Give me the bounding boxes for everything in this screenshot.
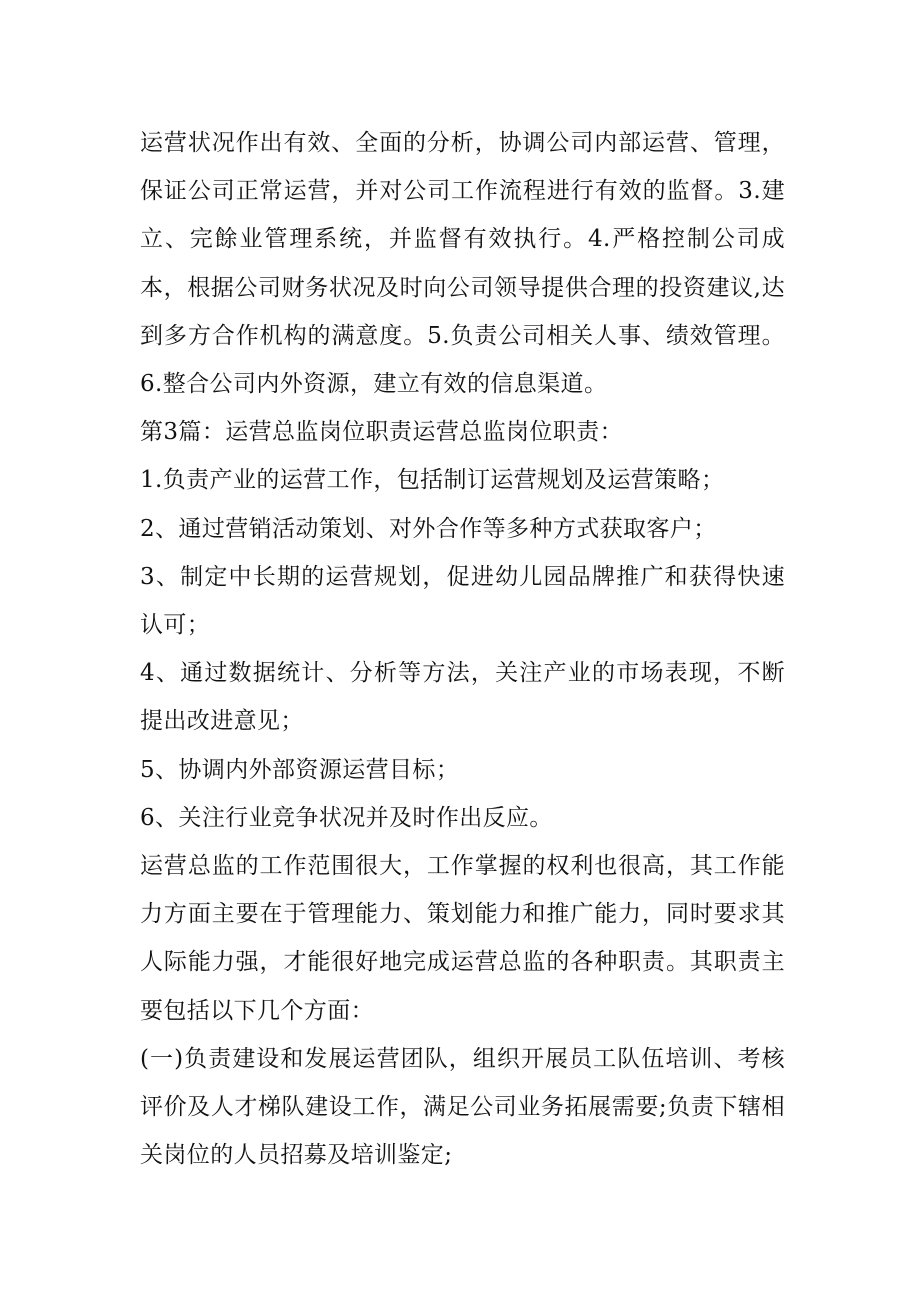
list-item-6: 6、关注行业竞争状况并及时作出反应。 [140,804,553,831]
paragraph-section-3-heading: 第3篇：运营总监岗位职责运营总监岗位职责： [140,419,624,446]
paragraph-operations-analysis: 运营状况作出有效、全面的分析，协调公司内部运营、管理，保证公司正常运营，并对公司工作流程进行有效的监督。3.建立、完餘业管理系统，并监督有效执行。4.严格控制公司成本，根据公司财务状况及时向公司领导提供合理的投资建议,达到多方合作机构的满意度。5.负责公司相关人事、绩效管理。6.整合公司内外资源，建立有效的信息渠道。 [140,130,785,398]
list-item-1: 1.负责产业的运营工作，包括制订运营规划及运营策略； [140,467,725,494]
paragraph-duty-1: (一)负责建设和发展运营团队，组织开展员工队伍培训、考核评价及人才梯队建设工作，满足公司业务拓展需要;负责下辖相关岗位的人员招募及培训鉴定; [140,1045,785,1169]
list-item-4: 4、通过数据统计、分析等方法，关注产业的市场表现，不断提出改进意见； [140,660,785,735]
list-item-3: 3、制定中长期的运营规划，促进幼儿园品牌推广和获得快速认可； [140,563,785,639]
list-item-5: 5、协调内外部资源运营目标； [140,756,460,783]
paragraph-scope-summary: 运营总监的工作范围很大，工作掌握的权利也很高，其工作能力方面主要在于管理能力、策划能力和推广能力，同时要求其人际能力强，才能很好地完成运营总监的各种职责。其职责主要包括以下几个方面： [140,853,785,1024]
list-item-2: 2、通过营销活动策划、对外合作等多种方式获取客户； [140,515,717,542]
